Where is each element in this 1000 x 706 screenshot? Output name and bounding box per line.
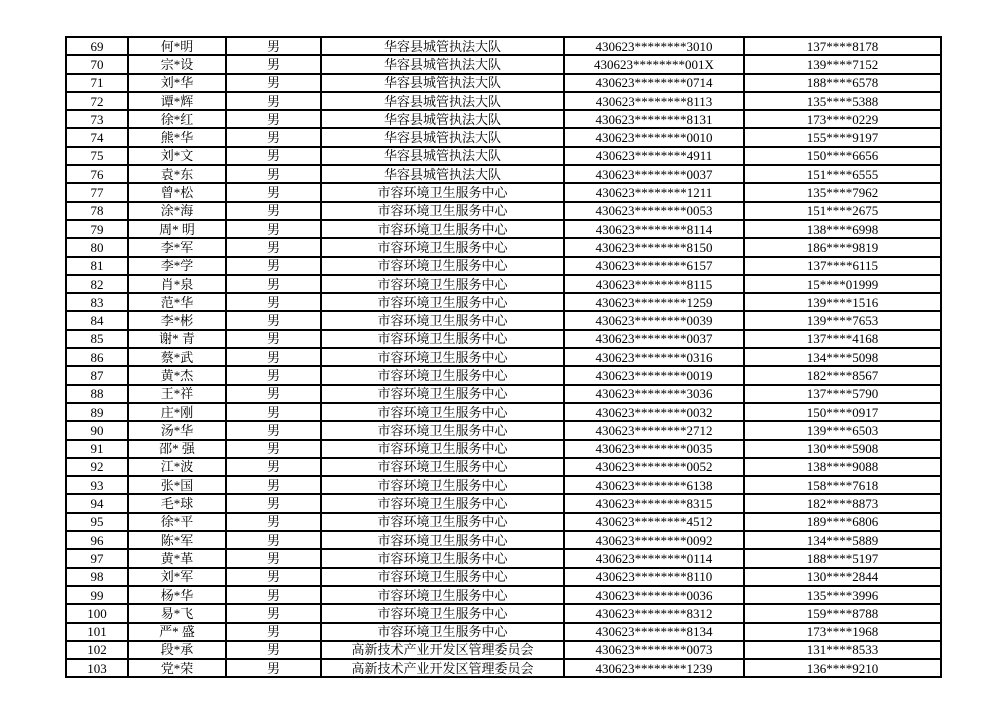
table-row: [66, 494, 941, 512]
cell-row-number: 100: [66, 604, 128, 622]
cell-id-number: 430623********0010: [564, 128, 744, 146]
cell-name: 范*华: [128, 293, 226, 311]
cell-name: 党*荣: [128, 659, 226, 677]
cell-gender: 男: [226, 476, 321, 494]
table-row: [66, 659, 941, 677]
table-row: [66, 74, 941, 92]
cell-gender: 男: [226, 275, 321, 293]
cell-name: 张*国: [128, 476, 226, 494]
cell-gender: 男: [226, 55, 321, 73]
cell-organization: 市容环境卫生服务中心: [321, 549, 564, 567]
cell-gender: 男: [226, 330, 321, 348]
cell-id-number: 430623********0092: [564, 531, 744, 549]
cell-gender: 男: [226, 202, 321, 220]
cell-organization: 市容环境卫生服务中心: [321, 183, 564, 201]
cell-organization: 市容环境卫生服务中心: [321, 220, 564, 238]
cell-phone: 173****1968: [744, 623, 941, 641]
cell-phone: 182****8873: [744, 494, 941, 512]
cell-name: 周* 明: [128, 220, 226, 238]
cell-phone: 186****9819: [744, 238, 941, 256]
cell-organization: 市容环境卫生服务中心: [321, 458, 564, 476]
cell-id-number: 430623********0073: [564, 641, 744, 659]
cell-name: 江*波: [128, 458, 226, 476]
cell-row-number: 80: [66, 238, 128, 256]
cell-name: 徐*平: [128, 513, 226, 531]
cell-phone: 159****8788: [744, 604, 941, 622]
table-row: [66, 293, 941, 311]
cell-row-number: 79: [66, 220, 128, 238]
cell-phone: 155****9197: [744, 128, 941, 146]
cell-name: 蔡*武: [128, 348, 226, 366]
cell-name: 刘*军: [128, 568, 226, 586]
cell-phone: 131****8533: [744, 641, 941, 659]
cell-name: 谢* 青: [128, 330, 226, 348]
cell-gender: 男: [226, 238, 321, 256]
cell-row-number: 86: [66, 348, 128, 366]
cell-row-number: 78: [66, 202, 128, 220]
cell-row-number: 71: [66, 74, 128, 92]
cell-phone: 189****6806: [744, 513, 941, 531]
cell-organization: 市容环境卫生服务中心: [321, 293, 564, 311]
cell-row-number: 81: [66, 257, 128, 275]
cell-id-number: 430623********0114: [564, 549, 744, 567]
roster-table-body: [66, 37, 941, 677]
cell-name: 李*彬: [128, 311, 226, 329]
cell-row-number: 77: [66, 183, 128, 201]
table-row: [66, 165, 941, 183]
cell-row-number: 99: [66, 586, 128, 604]
personnel-roster-table: [65, 36, 942, 678]
cell-id-number: 430623********0052: [564, 458, 744, 476]
cell-phone: 137****5790: [744, 385, 941, 403]
cell-row-number: 69: [66, 37, 128, 55]
cell-phone: 134****5889: [744, 531, 941, 549]
cell-gender: 男: [226, 74, 321, 92]
table-row: [66, 55, 941, 73]
cell-row-number: 102: [66, 641, 128, 659]
cell-id-number: 430623********0019: [564, 366, 744, 384]
cell-name: 徐*红: [128, 110, 226, 128]
cell-row-number: 83: [66, 293, 128, 311]
cell-organization: 华容县城管执法大队: [321, 110, 564, 128]
cell-id-number: 430623********1239: [564, 659, 744, 677]
cell-name: 庄*刚: [128, 403, 226, 421]
cell-id-number: 430623********0036: [564, 586, 744, 604]
cell-organization: 市容环境卫生服务中心: [321, 513, 564, 531]
table-row: [66, 403, 941, 421]
cell-name: 肖*泉: [128, 275, 226, 293]
cell-organization: 高新技术产业开发区管理委员会: [321, 659, 564, 677]
cell-id-number: 430623********8110: [564, 568, 744, 586]
cell-name: 李*学: [128, 257, 226, 275]
table-row: [66, 568, 941, 586]
cell-organization: 市容环境卫生服务中心: [321, 366, 564, 384]
cell-gender: 男: [226, 385, 321, 403]
cell-id-number: 430623********8134: [564, 623, 744, 641]
cell-row-number: 89: [66, 403, 128, 421]
cell-phone: 135****7962: [744, 183, 941, 201]
cell-phone: 130****2844: [744, 568, 941, 586]
cell-name: 熊*华: [128, 128, 226, 146]
table-row: [66, 311, 941, 329]
cell-name: 严* 盛: [128, 623, 226, 641]
cell-phone: 139****6503: [744, 421, 941, 439]
table-row: [66, 275, 941, 293]
cell-gender: 男: [226, 513, 321, 531]
cell-gender: 男: [226, 531, 321, 549]
cell-gender: 男: [226, 128, 321, 146]
table-row: [66, 385, 941, 403]
cell-name: 段*承: [128, 641, 226, 659]
table-row: [66, 641, 941, 659]
cell-id-number: 430623********8312: [564, 604, 744, 622]
cell-organization: 华容县城管执法大队: [321, 128, 564, 146]
cell-name: 谭*辉: [128, 92, 226, 110]
cell-row-number: 98: [66, 568, 128, 586]
cell-id-number: 430623********8113: [564, 92, 744, 110]
cell-id-number: 430623********3036: [564, 385, 744, 403]
table-row: [66, 348, 941, 366]
table-row: [66, 183, 941, 201]
table-row: [66, 476, 941, 494]
cell-organization: 市容环境卫生服务中心: [321, 275, 564, 293]
cell-organization: 市容环境卫生服务中心: [321, 348, 564, 366]
cell-id-number: 430623********4911: [564, 147, 744, 165]
cell-gender: 男: [226, 659, 321, 677]
cell-organization: 华容县城管执法大队: [321, 74, 564, 92]
cell-organization: 高新技术产业开发区管理委员会: [321, 641, 564, 659]
cell-phone: 138****9088: [744, 458, 941, 476]
table-row: [66, 366, 941, 384]
cell-name: 毛*球: [128, 494, 226, 512]
cell-organization: 华容县城管执法大队: [321, 37, 564, 55]
cell-id-number: 430623********1259: [564, 293, 744, 311]
table-row: [66, 586, 941, 604]
cell-gender: 男: [226, 220, 321, 238]
cell-id-number: 430623********4512: [564, 513, 744, 531]
cell-name: 陈*军: [128, 531, 226, 549]
cell-row-number: 74: [66, 128, 128, 146]
cell-phone: 137****4168: [744, 330, 941, 348]
cell-row-number: 91: [66, 440, 128, 458]
cell-phone: 139****7152: [744, 55, 941, 73]
cell-gender: 男: [226, 183, 321, 201]
cell-row-number: 97: [66, 549, 128, 567]
cell-row-number: 88: [66, 385, 128, 403]
cell-id-number: 430623********8315: [564, 494, 744, 512]
table-row: [66, 623, 941, 641]
cell-gender: 男: [226, 623, 321, 641]
cell-gender: 男: [226, 311, 321, 329]
cell-name: 杨*华: [128, 586, 226, 604]
cell-row-number: 75: [66, 147, 128, 165]
cell-name: 刘*文: [128, 147, 226, 165]
cell-row-number: 103: [66, 659, 128, 677]
cell-row-number: 84: [66, 311, 128, 329]
cell-name: 邵* 强: [128, 440, 226, 458]
cell-id-number: 430623********0316: [564, 348, 744, 366]
cell-organization: 市容环境卫生服务中心: [321, 440, 564, 458]
cell-gender: 男: [226, 494, 321, 512]
cell-gender: 男: [226, 440, 321, 458]
cell-id-number: 430623********1211: [564, 183, 744, 201]
cell-phone: 150****0917: [744, 403, 941, 421]
cell-name: 涂*海: [128, 202, 226, 220]
table-row: [66, 128, 941, 146]
cell-organization: 市容环境卫生服务中心: [321, 623, 564, 641]
cell-phone: 137****6115: [744, 257, 941, 275]
cell-phone: 188****5197: [744, 549, 941, 567]
cell-gender: 男: [226, 604, 321, 622]
cell-name: 刘*华: [128, 74, 226, 92]
cell-phone: 139****7653: [744, 311, 941, 329]
table-row: [66, 257, 941, 275]
cell-row-number: 92: [66, 458, 128, 476]
cell-phone: 151****6555: [744, 165, 941, 183]
cell-organization: 华容县城管执法大队: [321, 165, 564, 183]
cell-row-number: 90: [66, 421, 128, 439]
cell-phone: 130****5908: [744, 440, 941, 458]
cell-organization: 市容环境卫生服务中心: [321, 531, 564, 549]
cell-phone: 173****0229: [744, 110, 941, 128]
table-row: [66, 458, 941, 476]
cell-organization: 市容环境卫生服务中心: [321, 568, 564, 586]
cell-name: 易*飞: [128, 604, 226, 622]
cell-phone: 158****7618: [744, 476, 941, 494]
cell-id-number: 430623********0032: [564, 403, 744, 421]
cell-gender: 男: [226, 568, 321, 586]
table-row: [66, 549, 941, 567]
cell-row-number: 94: [66, 494, 128, 512]
cell-phone: 135****3996: [744, 586, 941, 604]
cell-id-number: 430623********0037: [564, 330, 744, 348]
cell-id-number: 430623********0053: [564, 202, 744, 220]
cell-organization: 市容环境卫生服务中心: [321, 238, 564, 256]
cell-gender: 男: [226, 37, 321, 55]
table-row: [66, 531, 941, 549]
cell-gender: 男: [226, 165, 321, 183]
cell-name: 宗*设: [128, 55, 226, 73]
cell-name: 曾*松: [128, 183, 226, 201]
cell-organization: 市容环境卫生服务中心: [321, 403, 564, 421]
cell-organization: 市容环境卫生服务中心: [321, 421, 564, 439]
cell-row-number: 87: [66, 366, 128, 384]
cell-gender: 男: [226, 257, 321, 275]
cell-id-number: 430623********0037: [564, 165, 744, 183]
table-row: [66, 202, 941, 220]
cell-name: 何*明: [128, 37, 226, 55]
cell-row-number: 73: [66, 110, 128, 128]
cell-gender: 男: [226, 421, 321, 439]
table-row: [66, 330, 941, 348]
cell-phone: 150****6656: [744, 147, 941, 165]
cell-gender: 男: [226, 293, 321, 311]
cell-name: 汤*华: [128, 421, 226, 439]
cell-phone: 151****2675: [744, 202, 941, 220]
cell-organization: 华容县城管执法大队: [321, 147, 564, 165]
cell-id-number: 430623********6157: [564, 257, 744, 275]
table-row: [66, 604, 941, 622]
cell-gender: 男: [226, 458, 321, 476]
cell-phone: 137****8178: [744, 37, 941, 55]
cell-organization: 华容县城管执法大队: [321, 92, 564, 110]
cell-id-number: 430623********2712: [564, 421, 744, 439]
cell-organization: 市容环境卫生服务中心: [321, 202, 564, 220]
cell-row-number: 96: [66, 531, 128, 549]
cell-phone: 139****1516: [744, 293, 941, 311]
table-row: [66, 513, 941, 531]
cell-phone: 15****01999: [744, 275, 941, 293]
cell-organization: 市容环境卫生服务中心: [321, 257, 564, 275]
cell-id-number: 430623********0714: [564, 74, 744, 92]
cell-phone: 182****8567: [744, 366, 941, 384]
cell-gender: 男: [226, 348, 321, 366]
cell-id-number: 430623********8131: [564, 110, 744, 128]
cell-organization: 华容县城管执法大队: [321, 55, 564, 73]
cell-phone: 138****6998: [744, 220, 941, 238]
cell-id-number: 430623********0035: [564, 440, 744, 458]
cell-name: 王*祥: [128, 385, 226, 403]
cell-id-number: 430623********001X: [564, 55, 744, 73]
cell-gender: 男: [226, 110, 321, 128]
cell-id-number: 430623********8115: [564, 275, 744, 293]
cell-name: 黄*杰: [128, 366, 226, 384]
cell-gender: 男: [226, 147, 321, 165]
cell-organization: 市容环境卫生服务中心: [321, 494, 564, 512]
cell-name: 袁*东: [128, 165, 226, 183]
cell-organization: 市容环境卫生服务中心: [321, 604, 564, 622]
cell-name: 黄*革: [128, 549, 226, 567]
cell-organization: 市容环境卫生服务中心: [321, 586, 564, 604]
cell-row-number: 82: [66, 275, 128, 293]
cell-id-number: 430623********3010: [564, 37, 744, 55]
cell-row-number: 76: [66, 165, 128, 183]
cell-gender: 男: [226, 549, 321, 567]
cell-gender: 男: [226, 403, 321, 421]
cell-row-number: 70: [66, 55, 128, 73]
cell-gender: 男: [226, 92, 321, 110]
table-row: [66, 92, 941, 110]
table-row: [66, 220, 941, 238]
cell-id-number: 430623********6138: [564, 476, 744, 494]
cell-organization: 市容环境卫生服务中心: [321, 330, 564, 348]
cell-id-number: 430623********8150: [564, 238, 744, 256]
table-row: [66, 110, 941, 128]
cell-organization: 市容环境卫生服务中心: [321, 385, 564, 403]
cell-id-number: 430623********8114: [564, 220, 744, 238]
table-row: [66, 147, 941, 165]
cell-id-number: 430623********0039: [564, 311, 744, 329]
cell-gender: 男: [226, 366, 321, 384]
cell-organization: 市容环境卫生服务中心: [321, 476, 564, 494]
cell-gender: 男: [226, 586, 321, 604]
cell-gender: 男: [226, 641, 321, 659]
table-row: [66, 421, 941, 439]
table-row: [66, 238, 941, 256]
cell-row-number: 85: [66, 330, 128, 348]
table-row: [66, 37, 941, 55]
cell-phone: 136****9210: [744, 659, 941, 677]
cell-row-number: 72: [66, 92, 128, 110]
cell-organization: 市容环境卫生服务中心: [321, 311, 564, 329]
cell-row-number: 101: [66, 623, 128, 641]
cell-row-number: 95: [66, 513, 128, 531]
table-row: [66, 440, 941, 458]
cell-name: 李*军: [128, 238, 226, 256]
cell-phone: 134****5098: [744, 348, 941, 366]
cell-phone: 188****6578: [744, 74, 941, 92]
cell-row-number: 93: [66, 476, 128, 494]
cell-phone: 135****5388: [744, 92, 941, 110]
